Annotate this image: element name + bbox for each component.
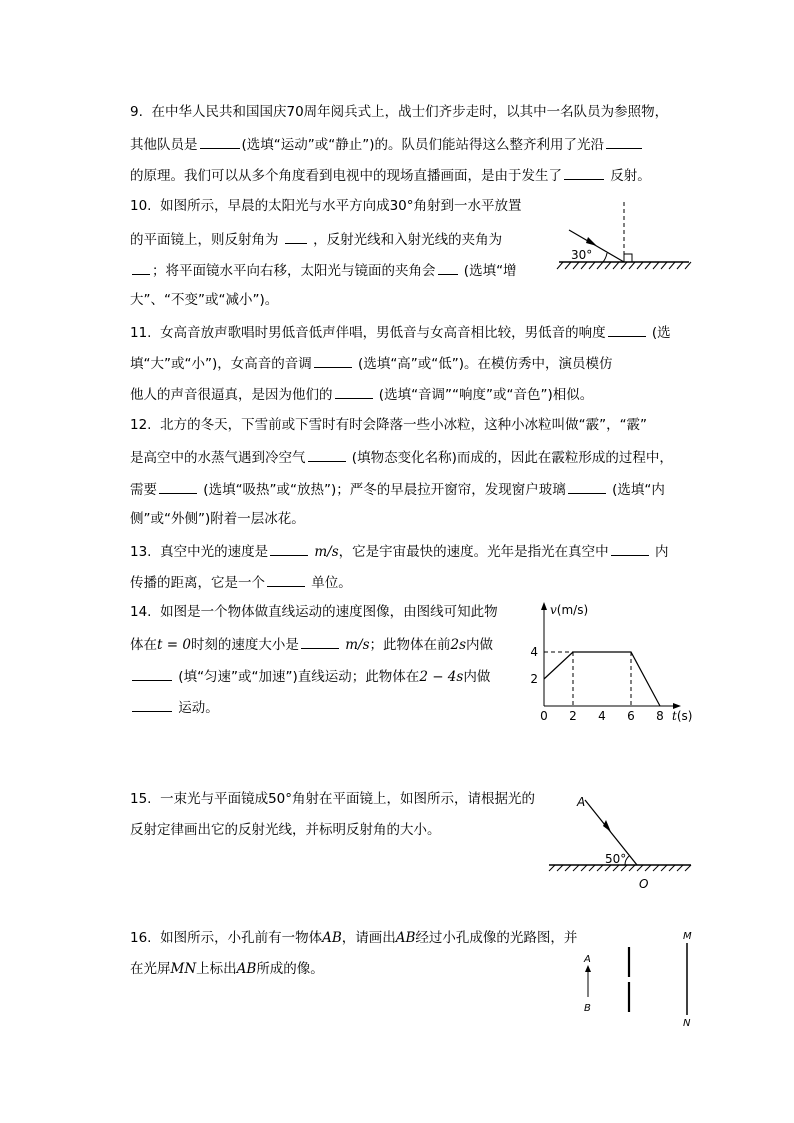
answer-blank[interactable] — [611, 541, 649, 556]
point-o-label: O — [639, 877, 649, 891]
q13-line-2: 传播的距离，它是一个 单位。 — [130, 572, 352, 592]
answer-blank[interactable] — [270, 541, 308, 556]
answer-blank[interactable] — [132, 697, 172, 712]
label-n: N — [683, 1018, 691, 1029]
q10-mirror-figure — [555, 198, 695, 274]
label-a: A — [584, 954, 591, 965]
answer-blank[interactable] — [132, 260, 150, 275]
q14-line-1: 14. 如图是一个物体做直线运动的速度图像，由图线可知此物 — [130, 604, 498, 620]
q10-line-3: ；将平面镜水平向右移，太阳光与镜面的夹角会 (选填“增 — [130, 260, 517, 280]
velocity-time-chart — [525, 598, 705, 728]
answer-blank[interactable] — [335, 384, 373, 399]
answer-blank[interactable] — [308, 447, 346, 462]
q16-pinhole-figure — [575, 925, 705, 1029]
angle-arc — [603, 253, 607, 262]
q12-line-1: 12. 北方的冬天，下雪前或下雪时有时会降落一些小冰粒，这种小冰粒叫做“霰”，“霰” — [130, 417, 648, 433]
answer-blank[interactable] — [438, 260, 458, 275]
q12-line-2: 是高空中的水蒸气遇到冷空气 (填物态变化名称)而成的，因此在霰粒形成的过程中， — [130, 447, 673, 467]
angle-label: 50° — [605, 852, 627, 866]
q12-line-3: 需要 (选填“吸热”或“放热”)；严冬的早晨拉开窗帘，发现窗户玻璃 (选填“内 — [130, 479, 665, 499]
q11-line-3: 他人的声音很逼真，是因为他们的 (选填“音调”“响度”或“音色”)相似。 — [130, 384, 593, 404]
object-arrow-head — [585, 965, 591, 972]
q9-line-1: 9. 在中华人民共和国国庆70周年阅兵式上，战士们齐步走时，以其中一名队员为参照物， — [130, 104, 669, 120]
point-a-label: A — [577, 795, 586, 809]
ray-arrow — [603, 820, 611, 832]
q12-number: 12. — [130, 417, 152, 433]
q9-line-3: 的原理。我们可以从多个角度看到电视中的现场直播画面，是由于发生了 反射。 — [130, 165, 651, 185]
answer-blank[interactable] — [285, 229, 307, 244]
answer-blank[interactable] — [267, 572, 305, 587]
q16-line-2: 在光屏MN上标出AB所成的像。 — [130, 961, 324, 977]
q13-number: 13. — [130, 544, 152, 560]
answer-blank[interactable] — [608, 322, 646, 337]
label-m: M — [683, 931, 692, 942]
y-tick-label-4: 4 — [530, 645, 538, 659]
y-tick-label-2: 2 — [530, 672, 538, 686]
y-axis-label: v(m/s) — [550, 603, 589, 617]
q14-line-4: 运动。 — [130, 697, 219, 717]
x-tick-label-4: 4 — [598, 709, 606, 723]
label-b: B — [584, 1003, 591, 1014]
x-tick-label-6: 6 — [627, 709, 635, 723]
right-angle-mark — [624, 254, 632, 262]
x-tick-label-8: 8 — [656, 709, 664, 723]
answer-blank[interactable] — [132, 666, 172, 681]
velocity-series-line — [544, 652, 660, 706]
x-tick-label-2: 2 — [569, 709, 577, 723]
q15-number: 15. — [130, 791, 152, 807]
answer-blank[interactable] — [200, 134, 240, 149]
angle-label: 30° — [571, 248, 593, 262]
q14-line-3: (填“匀速”或“加速”)直线运动；此物体在2 − 4s内做 — [130, 666, 490, 686]
q9-line-2: 其他队员是 (选填“运动”或“静止”)的。队员们能站得这么整齐利用了光沿 — [130, 134, 644, 154]
q14-line-2: 体在t = 0时刻的速度大小是 m/s；此物体在前2s内做 — [130, 634, 493, 654]
q15-mirror-figure — [545, 790, 695, 894]
answer-blank[interactable] — [314, 353, 352, 368]
y-axis-arrow — [541, 602, 547, 610]
q10-number: 10. — [130, 198, 152, 214]
answer-blank[interactable] — [606, 134, 642, 149]
answer-blank[interactable] — [159, 479, 197, 494]
q16-number: 16. — [130, 930, 152, 946]
q14-number: 14. — [130, 604, 152, 620]
q11-line-1: 11. 女高音放声歌唱时男低音低声伴唱，男低音与女高音相比较，男低音的响度 (选 — [130, 322, 671, 342]
answer-blank[interactable] — [564, 165, 604, 180]
q10-line-1: 10. 如图所示，早晨的太阳光与水平方向成30°角射到一水平放置 — [130, 198, 522, 214]
q13-line-1: 13. 真空中光的速度是 m/s，它是宇宙最快的速度。光年是指光在真空中 内 — [130, 541, 668, 561]
q16-line-1: 16. 如图所示，小孔前有一物体AB，请画出AB经过小孔成像的光路图，并 — [130, 930, 578, 946]
q10-line-2: 的平面镜上，则反射角为 ，反射光线和入射光线的夹角为 — [130, 229, 502, 249]
mirror-hatching — [557, 262, 691, 269]
q15-line-1: 15. 一束光与平面镜成50°角射在平面镜上，如图所示，请根据光的 — [130, 791, 536, 807]
q9-number: 9. — [130, 104, 143, 120]
x-tick-label-0: 0 — [540, 709, 548, 723]
x-axis-label: t(s) — [672, 709, 693, 723]
answer-blank[interactable] — [568, 479, 606, 494]
q15-line-2: 反射定律画出它的反射光线，并标明反射角的大小。 — [130, 822, 441, 838]
q10-line-4: 大”、“不变”或“减小”)。 — [130, 292, 279, 308]
q12-line-4: 侧”或“外侧”)附着一层冰花。 — [130, 511, 305, 527]
q11-line-2: 填“大”或“小”)，女高音的音调 (选填“高”或“低”)。在模仿秀中，演员模仿 — [130, 353, 613, 373]
q11-number: 11. — [130, 325, 152, 341]
ray-arrow — [586, 237, 597, 246]
answer-blank[interactable] — [301, 634, 339, 649]
